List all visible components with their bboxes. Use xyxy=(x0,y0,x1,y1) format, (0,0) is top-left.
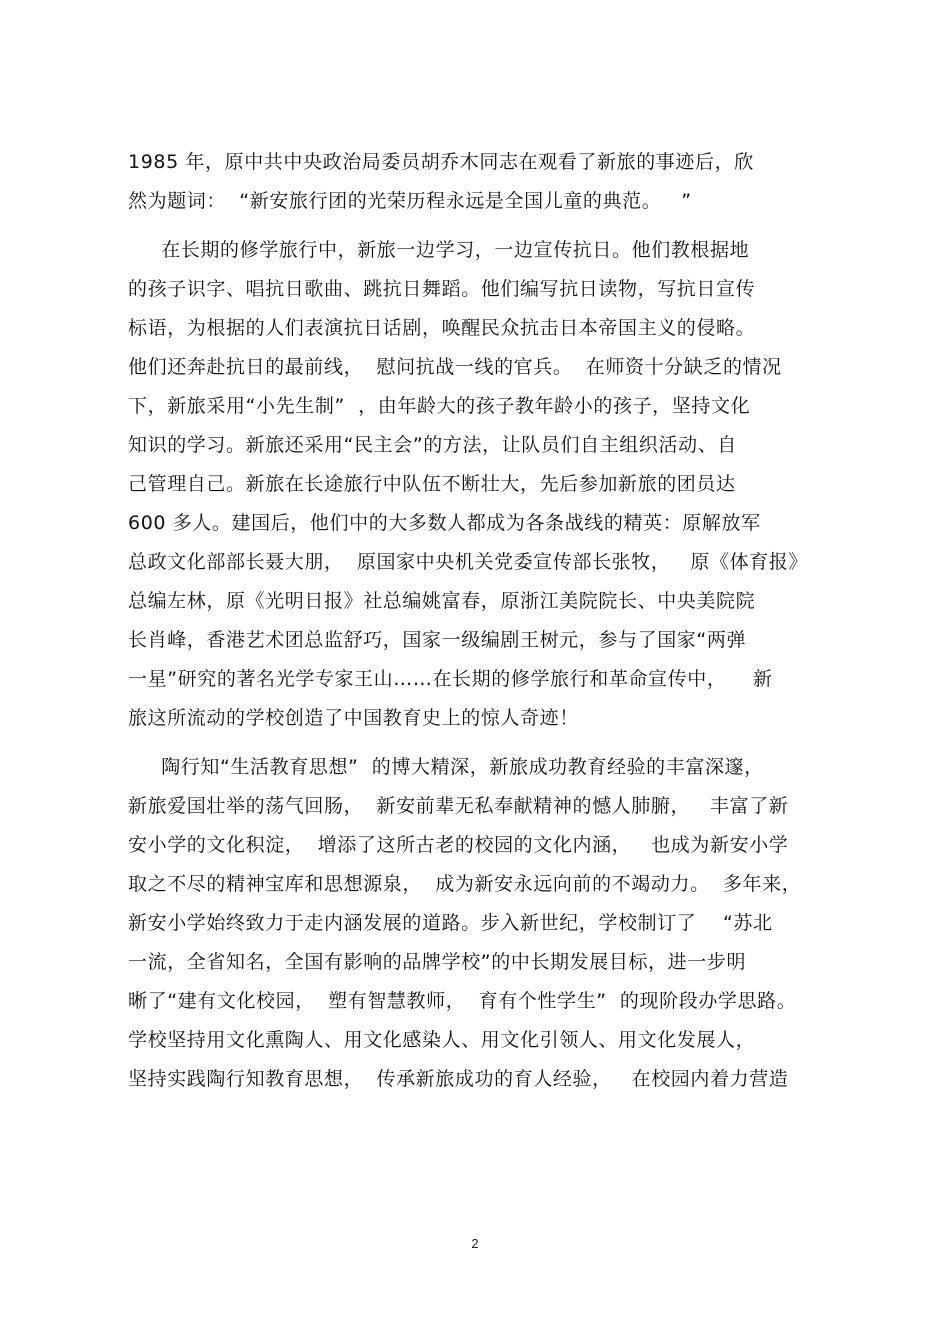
text-line: 总编左林，原《光明日报》社总编姚富春，原浙江美院院长、中央美院院 xyxy=(128,590,756,612)
page-number: 2 xyxy=(471,1236,479,1251)
text-line: 安小学的文化积淀， 增添了这所古老的校园的文化内涵， 也成为新安小学 xyxy=(128,834,789,856)
text-line: 600 多人。建国后，他们中的大多数人都成为各条战线的精英：原解放军 xyxy=(128,512,761,534)
text-line: 他们还奔赴抗日的最前线， 慰问抗战一线的官兵。 在师资十分缺乏的情况 xyxy=(128,356,782,378)
text-line: 然为题词： “新安旅行团的光荣历程永远是全国儿童的典范。 ” xyxy=(128,190,692,212)
text-line: 取之不尽的精神宝库和思想源泉， 成为新安永远向前的不竭动力。 多年来， xyxy=(128,873,802,895)
text-line: 知识的学习。新旅还采用“民主会”的方法，让队员们自主组织活动、自 xyxy=(128,434,737,456)
text-line: 学校坚持用文化熏陶人、用文化感染人、用文化引领人、用文化发展人， xyxy=(128,1029,756,1051)
text-line: 旅这所流动的学校创造了中国教育史上的惊人奇迹！ xyxy=(128,707,579,729)
text-line: 长肖峰，香港艺术团总监舒巧，国家一级编剧王树元，参与了国家“两弹 xyxy=(128,629,747,651)
text-line: 总政文化部部长聂大朋， 原国家中央机关党委宣传部长张牧， 原《体育报》 xyxy=(128,551,808,573)
text-line: 的孩子识字、唱抗日歌曲、跳抗日舞蹈。他们编写抗日读物，写抗日宣传 xyxy=(128,278,756,300)
text-line: 标语，为根据的人们表演抗日话剧，唤醒民众抗击日本帝国主义的侵略。 xyxy=(128,317,756,339)
text-line: 新旅爱国壮举的荡气回肠， 新安前辈无私奉献精神的憾人肺腑， 丰富了新 xyxy=(128,795,789,817)
text-line: 陶行知“生活教育思想” 的博大精深，新旅成功教育经验的丰富深邃， xyxy=(128,756,764,778)
text-line: 1985 年，原中共中央政治局委员胡乔木同志在观看了新旅的事迹后，欣 xyxy=(128,151,754,173)
text-line: 坚持实践陶行知教育思想， 传承新旅成功的育人经验， 在校园内着力营造 xyxy=(128,1068,789,1090)
text-line: 一星”研究的著名光学专家王山……在长期的修学旅行和革命宣传中， 新 xyxy=(128,668,773,690)
text-line: 晰了“建有文化校园， 塑有智慧教师， 育有个性学生” 的现阶段办学思路。 xyxy=(128,990,797,1012)
text-line: 下，新旅采用“小先生制” ，由年龄大的孩子教年龄小的孩子，坚持文化 xyxy=(128,395,751,417)
text-line: 在长期的修学旅行中，新旅一边学习，一边宣传抗日。他们教根据地 xyxy=(128,239,750,261)
text-line: 新安小学始终致力于走内涵发展的道路。步入新世纪，学校制订了 “苏北 xyxy=(128,912,773,934)
text-line: 一流，全省知名，全国有影响的品牌学校”的中长期发展目标，进一步明 xyxy=(128,951,747,973)
text-line: 己管理自己。新旅在长途旅行中队伍不断壮大，先后参加新旅的团员达 xyxy=(128,473,736,495)
